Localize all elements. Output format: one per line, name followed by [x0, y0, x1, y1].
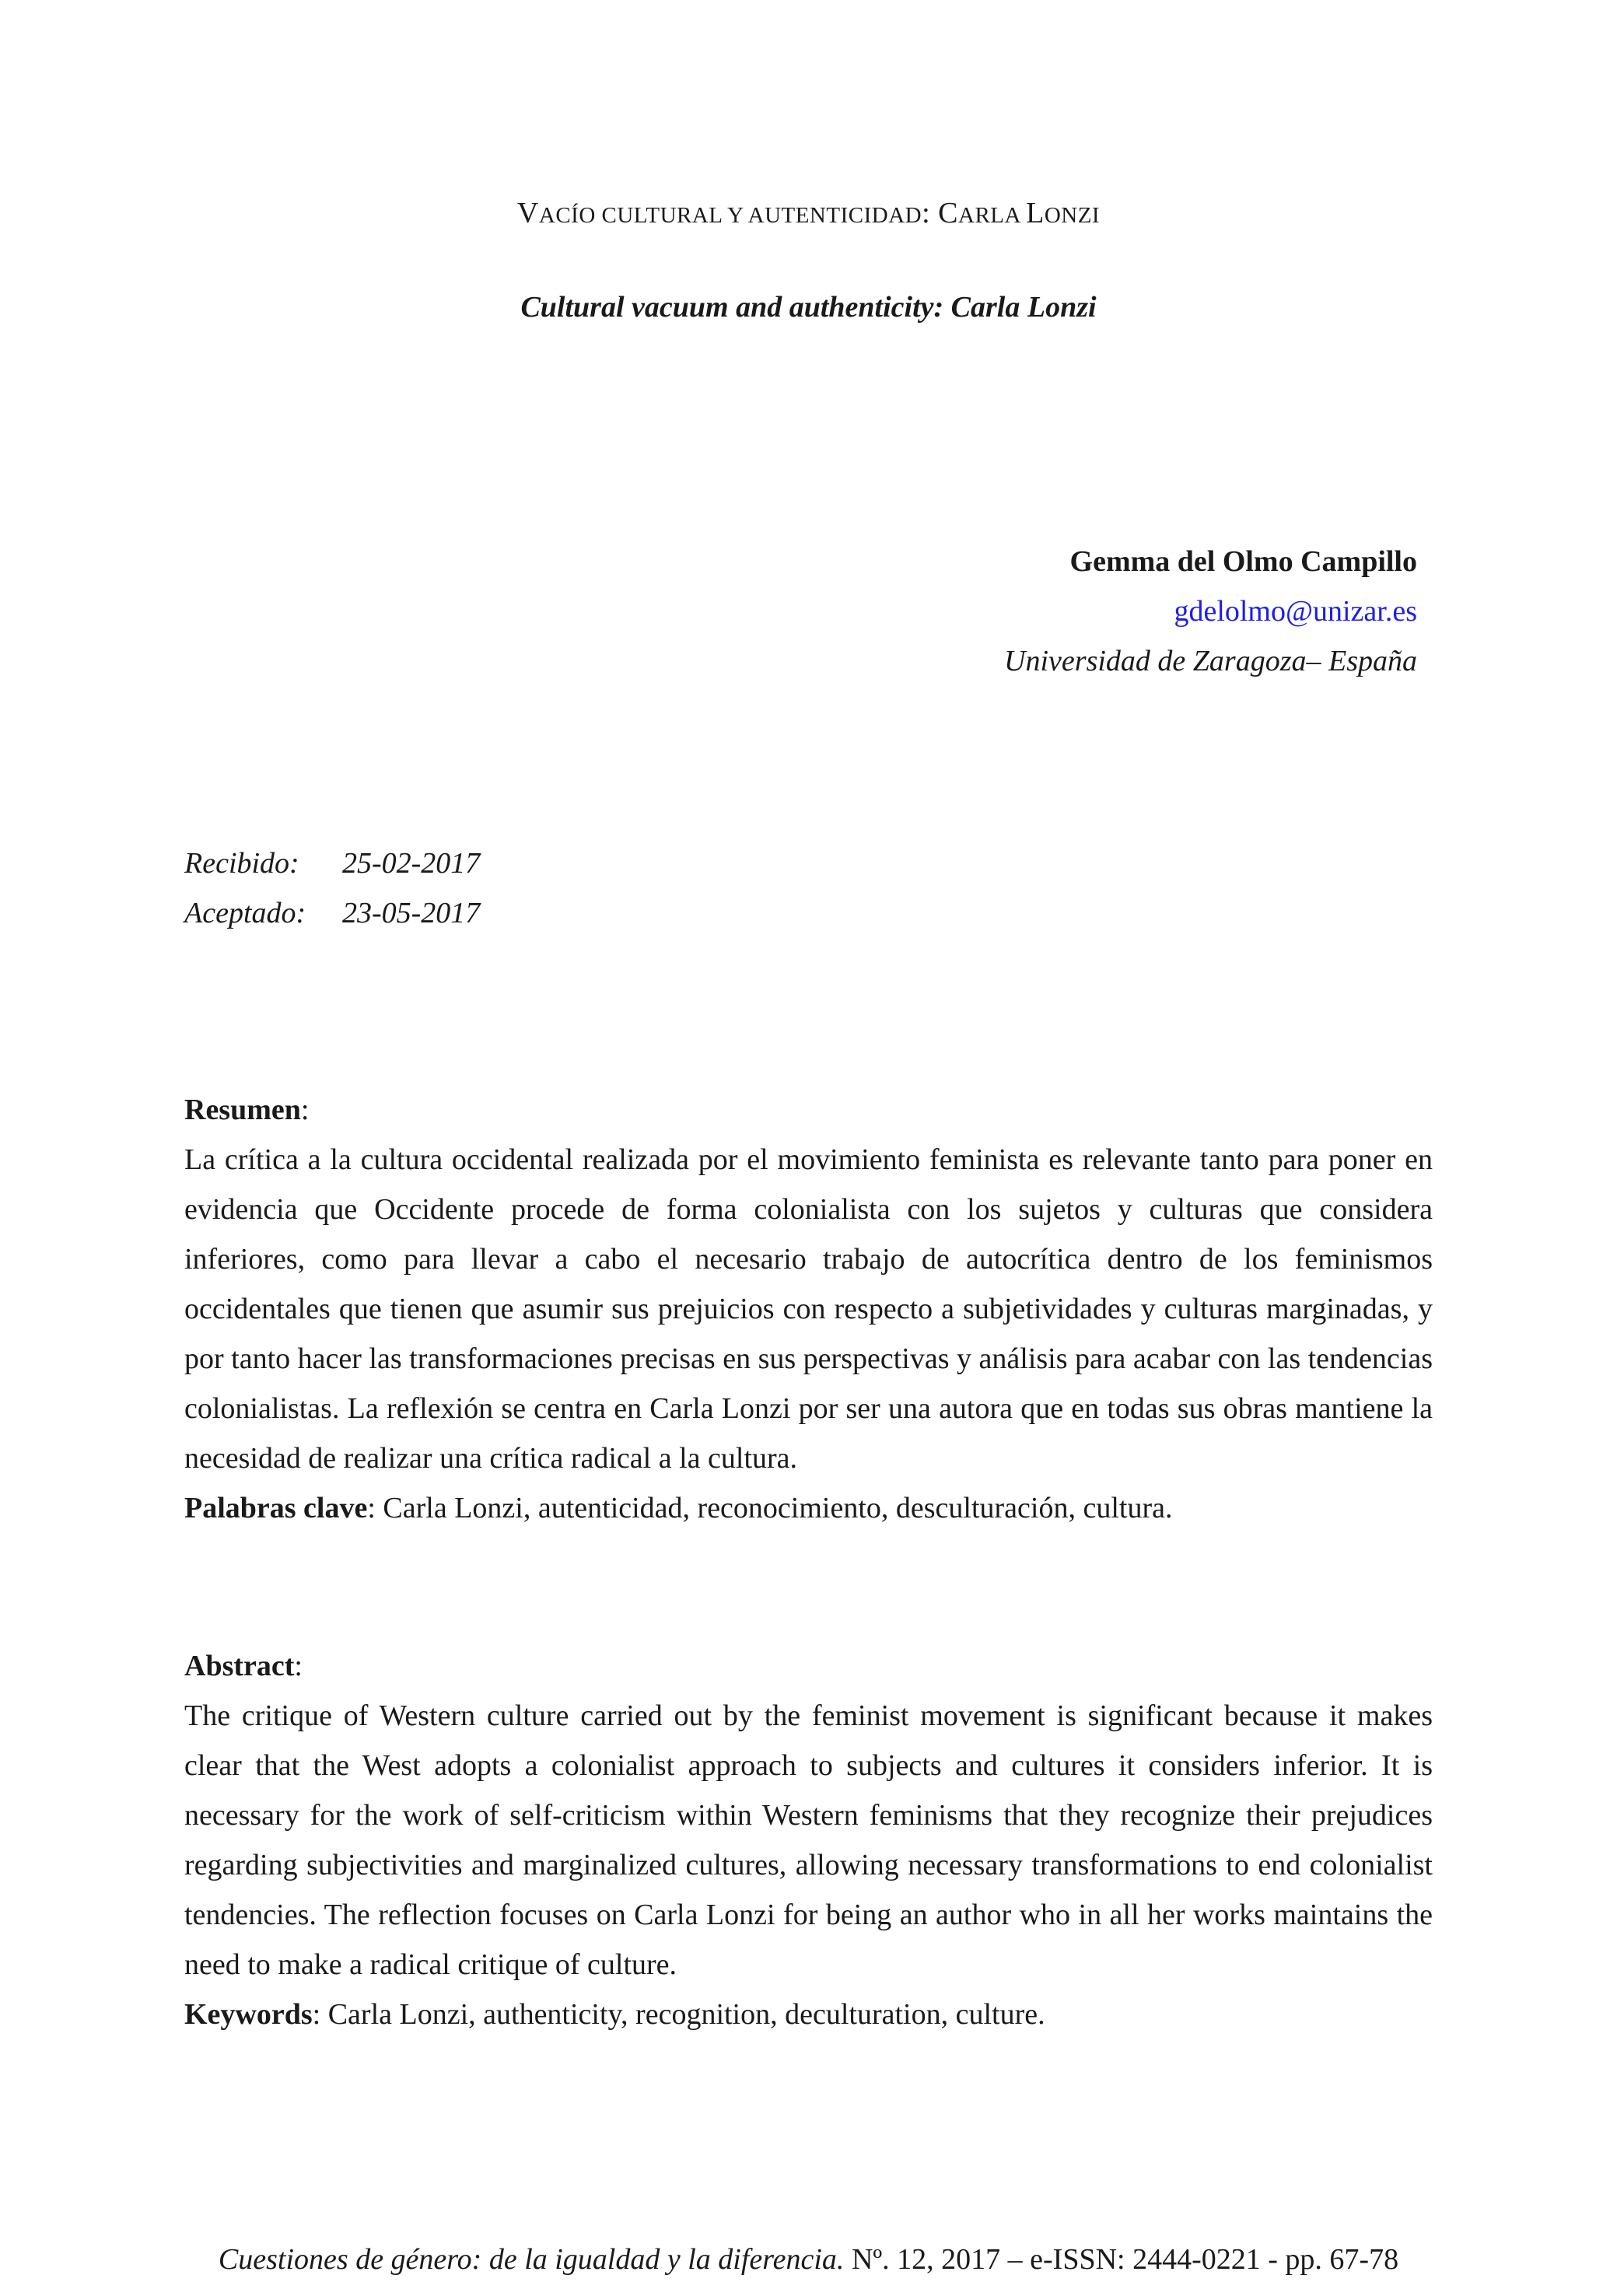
accepted-row: [184, 888, 480, 938]
title-es-rest-2: ARLA: [958, 203, 1027, 228]
resumen-keywords-line: [184, 1483, 1433, 1533]
received-label: Recibido:: [184, 847, 299, 880]
abstract-section: [184, 1641, 1433, 2039]
accepted-label: Aceptado:: [184, 897, 306, 929]
author-name: Gemma del Olmo Campillo: [1069, 545, 1417, 578]
resumen-body: La crítica a la cultura occidental realizada por el movimiento feminista es relevante tanto para poner en evidencia que Occidente procede de forma colonialista con los sujetos y culturas que considera inferiores, como para llevar a cabo el necesario trabajo de autocrítica dentro de los feminismos occidentales que tienen que asumir sus prejuicios con respecto a subjetividades y culturas marginadas, y por tanto hacer las transformaciones precisas en sus perspectivas y análisis para acabar con las tendencias colonialistas. La reflexión se centra en Carla Lonzi por ser una autora que en todas sus obras mantiene la necesidad de realizar una crítica radical a la cultura.: [184, 1143, 1433, 1475]
title-es-cap-1: V: [516, 197, 539, 229]
footer-journal: Cuestiones de género: de la igualdad y la diferencia.: [218, 2243, 845, 2276]
title-spanish: [0, 196, 1617, 230]
abstract-keywords-label: Keywords: [184, 1998, 313, 2031]
title-es-rest-3: ONZI: [1044, 203, 1101, 228]
title-english: Cultural vacuum and authenticity: Carla Lonzi: [520, 291, 1097, 324]
abstract-keywords: : Carla Lonzi, authenticity, recognition, deculturation, culture.: [312, 1998, 1045, 2031]
received-value: 25-02-2017: [342, 847, 481, 880]
author-email-link[interactable]: gdelolmo@unizar.es: [1174, 595, 1417, 628]
resumen-heading-colon: :: [300, 1094, 310, 1126]
received-row: [184, 838, 480, 888]
abstract-heading-line: [184, 1641, 1433, 1691]
dates-block: [184, 838, 480, 938]
title-es-cap-3: L: [1026, 197, 1045, 229]
resumen-keywords-label: Palabras clave: [184, 1492, 368, 1524]
title-es-colon: :: [922, 197, 939, 229]
footer-details: Nº. 12, 2017 – e-ISSN: 2444-0221 - pp. 67-78: [844, 2243, 1399, 2276]
author-affiliation: Universidad de Zaragoza– España: [1004, 645, 1417, 677]
title-es-cap-2: C: [938, 197, 958, 229]
resumen-section: [184, 1085, 1433, 1533]
resumen-keywords: : Carla Lonzi, autenticidad, reconocimiento, desculturación, cultura.: [367, 1492, 1173, 1524]
title-es-rest-1: ACÍO CULTURAL Y AUTENTICIDAD: [538, 203, 922, 228]
abstract-heading: Abstract: [184, 1650, 295, 1682]
abstract-heading-colon: :: [294, 1650, 303, 1682]
accepted-value: 23-05-2017: [342, 897, 481, 929]
author-block: [1004, 537, 1417, 686]
resumen-heading: Resumen: [184, 1094, 301, 1126]
resumen-heading-line: [184, 1085, 1433, 1135]
abstract-keywords-line: [184, 1990, 1433, 2039]
page-footer: [0, 2242, 1617, 2277]
abstract-body: The critique of Western culture carried out by the feminist movement is significant because it makes clear that the West adopts a colonialist approach to subjects and cultures it considers inferior. It is necessary for the work of self-criticism within Western feminisms that they recognize their prejudices regarding subjectivities and marginalized cultures, allowing necessary transformations to end colonialist tendencies. The reflection focuses on Carla Lonzi for being an author who in all her works maintains the need to make a radical critique of culture.: [184, 1699, 1433, 1981]
